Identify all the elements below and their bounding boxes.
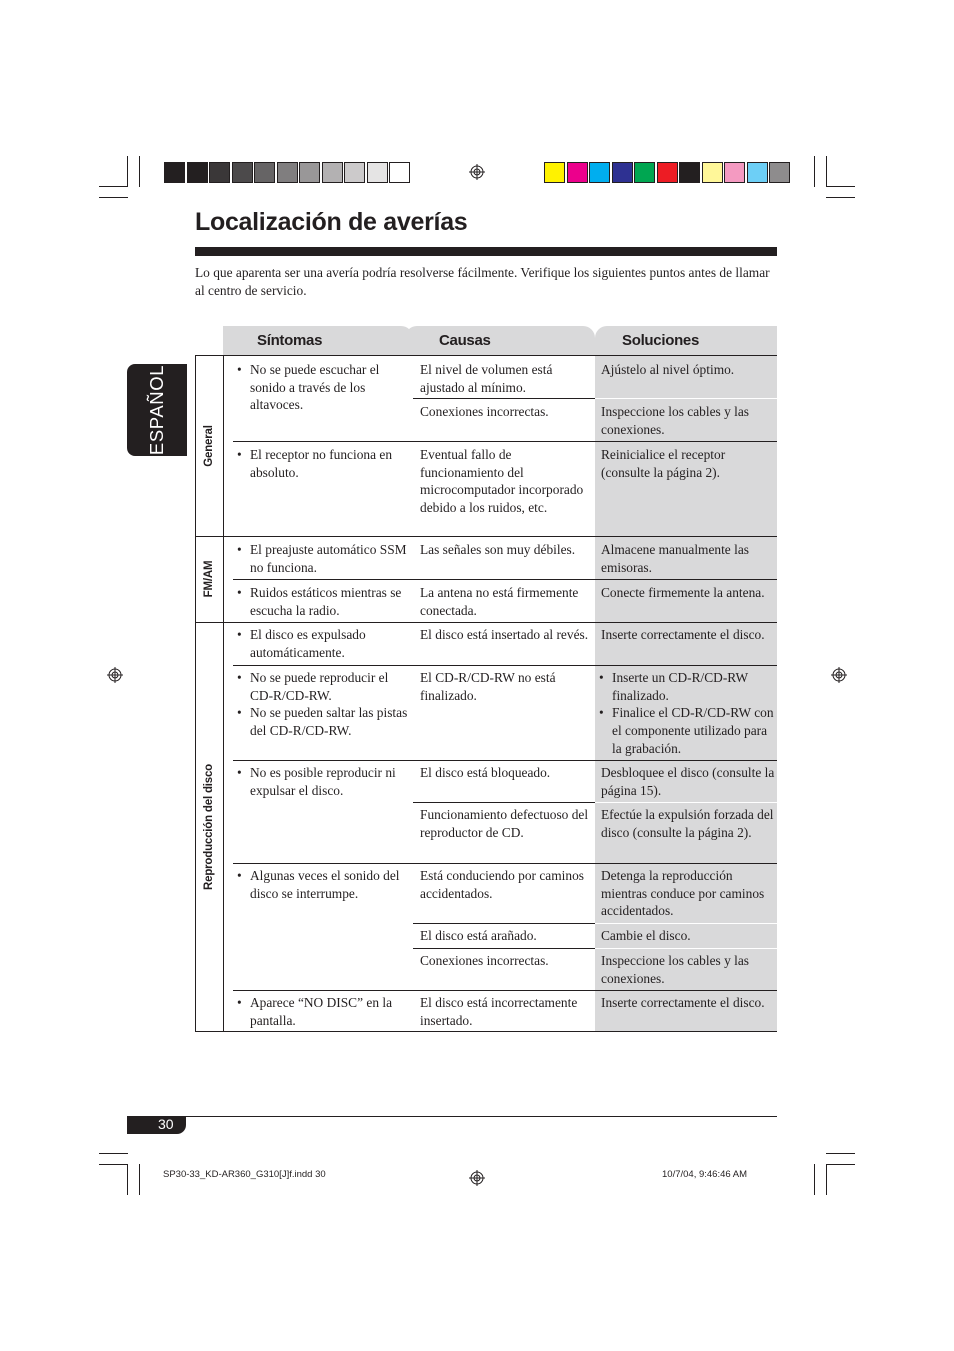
calibration-swatch — [322, 162, 343, 183]
calibration-swatch — [299, 162, 320, 183]
solution-cell: Almacene manualmente las emisoras. — [601, 542, 749, 575]
solution-cell: Inserte correctamente el disco. — [601, 627, 765, 642]
solution-cell: Efectúe la expulsión forzada del disco (consulte la página 2). — [601, 807, 774, 840]
calibration-swatch — [277, 162, 298, 183]
category-general-label: General — [203, 424, 215, 467]
title-rule — [195, 247, 777, 256]
solution-cell: Inspeccione los cables y las conexiones. — [601, 953, 749, 986]
intro-paragraph: Lo que aparenta ser una avería podría resolverse fácilmente. Verifique los siguientes puntos antes de llamar al centro de servicio. — [195, 265, 770, 298]
cause-cell: El disco está bloqueado. — [420, 765, 551, 780]
symptom-cell — [233, 764, 409, 799]
symptom-cell — [233, 994, 409, 1029]
solution-cell: Conecte firmemente la antena. — [601, 585, 765, 600]
calibration-swatch — [209, 162, 230, 183]
calibration-swatch — [679, 162, 700, 183]
header-symptoms-label: Síntomas — [257, 332, 323, 349]
page-number-tab — [127, 1117, 186, 1134]
solution-cell: Cambie el disco. — [601, 928, 691, 943]
cause-cell: Eventual fallo de funcionamiento del microcomputador incorporado debido a los ruidos, etc. — [420, 447, 584, 516]
calibration-swatch — [344, 162, 365, 183]
solution-cell: Desbloquee el disco (consulte la página 15). — [601, 765, 775, 798]
symptom-cell — [233, 446, 409, 481]
symptom-item: • Ruidos estáticos mientras se escucha la radio. — [233, 584, 409, 619]
registration-mark-icon — [107, 667, 123, 683]
calibration-swatch — [389, 162, 410, 183]
category-disc-playback — [195, 622, 223, 1032]
cause-cell: Las señales son muy débiles. — [420, 542, 576, 557]
cause-cell: El disco está incorrectamente insertado. — [420, 995, 578, 1028]
header-solutions — [595, 326, 777, 355]
calibration-swatch — [724, 162, 745, 183]
header-causes — [405, 326, 595, 355]
cause-cell: Conexiones incorrectas. — [420, 953, 549, 968]
date-slug: 10/7/04, 9:46:46 AM — [662, 1169, 748, 1180]
symptom-item: • El disco es expulsado automáticamente. — [233, 626, 409, 661]
page-title: Localización de averías — [195, 208, 468, 236]
calibration-swatch — [657, 162, 678, 183]
symptom-item: • No se puede escuchar el sonido a través de los altavoces. — [233, 361, 409, 414]
solution-cell: Detenga la reproducción mientras conduce por caminos accidentados. — [601, 868, 765, 919]
symptom-cell — [233, 626, 409, 661]
cause-cell: El nivel de volumen está ajustado al mínimo. — [420, 362, 553, 395]
language-tab — [127, 364, 187, 456]
symptom-item: • No se puede reproducir el CD-R/CD-RW. — [233, 669, 409, 704]
solution-item: • Inserte un CD-R/CD-RW finalizado. — [595, 669, 775, 704]
calibration-swatch — [567, 162, 588, 183]
symptom-item: • Aparece “NO DISC” en la pantalla. — [233, 994, 409, 1029]
registration-mark-icon — [831, 667, 847, 683]
solution-cell: Ajústelo al nivel óptimo. — [601, 362, 735, 377]
troubleshooting-table — [195, 355, 777, 1032]
header-causes-label: Causas — [439, 332, 491, 349]
symptom-cell — [233, 584, 409, 619]
symptom-cell — [233, 669, 409, 740]
calibration-swatch — [544, 162, 565, 183]
calibration-swatch — [232, 162, 253, 183]
footer-rule — [127, 1116, 777, 1117]
language-tab-label: ESPAÑOL — [146, 364, 167, 456]
header-symptoms — [223, 326, 413, 355]
cause-cell: El CD-R/CD-RW no está finalizado. — [420, 670, 556, 703]
calibration-swatch — [589, 162, 610, 183]
registration-mark-icon — [469, 1170, 485, 1186]
cause-cell: Está conduciendo por caminos accidentados. — [420, 868, 584, 901]
symptom-item: • El preajuste automático SSM no funciona. — [233, 541, 409, 576]
category-disc-label: Reproducción del disco — [203, 764, 215, 890]
category-fmam — [195, 536, 223, 622]
calibration-swatch — [187, 162, 208, 183]
page-number: 30 — [158, 1116, 174, 1132]
solution-cell: Reinicialice el receptor (consulte la página 2). — [601, 447, 726, 480]
cause-cell: Funcionamiento defectuoso del reproductor de CD. — [420, 807, 589, 840]
symptom-item: • No se pueden saltar las pistas del CD-R/CD-RW. — [233, 704, 409, 739]
symptom-item: • Algunas veces el sonido del disco se interrumpe. — [233, 867, 409, 902]
calibration-swatch — [254, 162, 275, 183]
calibration-swatch — [634, 162, 655, 183]
header-solutions-label: Soluciones — [622, 332, 700, 349]
symptom-item: • No es posible reproducir ni expulsar el disco. — [233, 764, 409, 799]
symptom-cell — [233, 541, 409, 576]
symptom-cell — [233, 361, 409, 414]
solution-cell: Inserte correctamente el disco. — [601, 995, 765, 1010]
solution-item: • Finalice el CD-R/CD-RW con el componente utilizado para la grabación. — [595, 704, 775, 757]
cause-cell: Conexiones incorrectas. — [420, 404, 549, 419]
calibration-swatch — [747, 162, 768, 183]
cause-cell: La antena no está firmemente conectada. — [420, 585, 579, 618]
calibration-swatch — [612, 162, 633, 183]
category-fmam-label: FM/AM — [203, 560, 215, 598]
file-slug: SP30-33_KD-AR360_G310[J]f.indd 30 — [163, 1169, 326, 1180]
symptom-item: • El receptor no funciona en absoluto. — [233, 446, 409, 481]
solution-cell — [595, 669, 775, 758]
calibration-swatch — [769, 162, 790, 183]
cause-cell: El disco está arañado. — [420, 928, 537, 943]
calibration-swatch — [164, 162, 185, 183]
symptom-cell — [233, 867, 409, 902]
solution-cell: Inspeccione los cables y las conexiones. — [601, 404, 749, 437]
cause-cell: El disco está insertado al revés. — [420, 627, 589, 642]
category-general — [195, 355, 223, 536]
registration-mark-icon — [469, 164, 485, 180]
calibration-swatch — [702, 162, 723, 183]
calibration-swatch — [367, 162, 388, 183]
